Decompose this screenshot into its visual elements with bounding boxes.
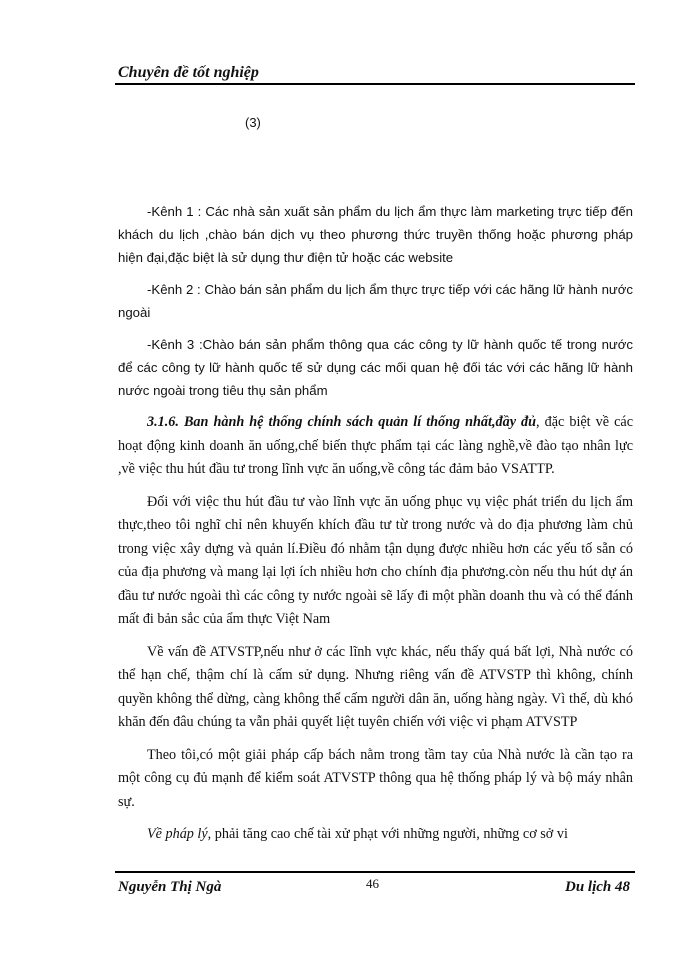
header-rule [115, 83, 635, 85]
legal-lead: Về pháp lý [147, 826, 208, 842]
paragraph-legal [118, 823, 633, 847]
header-title: Chuyên đề tốt nghiệp [118, 64, 259, 81]
paragraph-atvstp: Về vấn đề ATVSTP,nếu như ở các lĩnh vực khác, nếu thấy quá bất lợi, Nhà nước có thể hạn chế, thậm chí là cấm sử dụng. Nhưng riêng vấn đề ATVSTP thì không, chính quyền không thể dừng, càng không thể cấm người dân ăn, uống hàng ngày. Vì thế, dù khó khăn đến đâu chúng ta vẫn phải quyết liệt tuyên chiến với việc vi phạm ATVSTP [118, 643, 633, 730]
paragraph-channel-2: -Kênh 2 : Chào bán sản phẩm du lịch ẩm thực trực tiếp với các hãng lữ hành nước ngoài [118, 282, 633, 320]
paragraph-channel-1: -Kênh 1 : Các nhà sản xuất sản phẩm du lịch ẩm thực làm marketing trực tiếp đến khách du lịch ,chào bán dịch vụ theo phương thức truyền thống hoặc phương pháp hiện đại,đặc biệt là sử dụng thư điện tử hoặc các website [118, 204, 633, 265]
document-body [118, 200, 633, 856]
equation-number: (3) [245, 115, 261, 130]
paragraph-legal-text: , phải tăng cao chế tài xử phạt với những người, những cơ sở vi [207, 826, 568, 842]
paragraph-investment: Đối với việc thu hút đầu tư vào lĩnh vực ăn uống phục vụ việc phát triển du lịch ẩm thực,theo tôi nghĩ chỉ nên khuyến khích đầu tư từ trong nước và do địa phương làm chủ trong việc xây dựng và quản lí.Điều đó nhằm tận dụng được nhiều hơn các yếu tố sẵn có của địa phương và mang lại lợi ích nhiều hơn cho chính địa phương.còn nếu thu hút dự án đầu tư nước ngoài thì các công ty nước ngoài sẽ lấy đi một phần doanh thu và có thể đánh mất đi bản sắc của ẩm thực Việt Nam [118, 493, 633, 627]
footer-author: Nguyễn Thị Ngà [118, 879, 222, 895]
footer-course: Du lịch 48 [564, 879, 630, 895]
page-number: 46 [366, 876, 379, 891]
paragraph-policy [118, 411, 633, 482]
paragraph-policy-text: , đặc biệt về các hoạt động kinh doanh ăn uống,chế biến thực phẩm tại các làng nghề,về đào tạo nhân lực ,về việc thu hút đầu tư trong lĩnh vực ăn uống,về công tác đảm bảo VSATTP. [118, 414, 633, 477]
paragraph-solution: Theo tôi,có một giải pháp cấp bách nằm trong tầm tay của Nhà nước là cần tạo ra một công cụ đủ mạnh để kiểm soát ATVSTP thông qua hệ thống pháp lý và bộ máy nhân sự. [118, 746, 633, 810]
section-heading: 3.1.6. Ban hành hệ thống chính sách quản lí thống nhất,đầy đủ [147, 414, 537, 430]
paragraph-channel-3: -Kênh 3 :Chào bán sản phẩm thông qua các công ty lữ hành quốc tế trong nước để các công ty lữ hành quốc tế sử dụng các mối quan hệ đối tác với các hãng lữ hành nước ngoài trong tiêu thụ sản phẩm [118, 337, 633, 398]
footer-rule [115, 871, 635, 873]
